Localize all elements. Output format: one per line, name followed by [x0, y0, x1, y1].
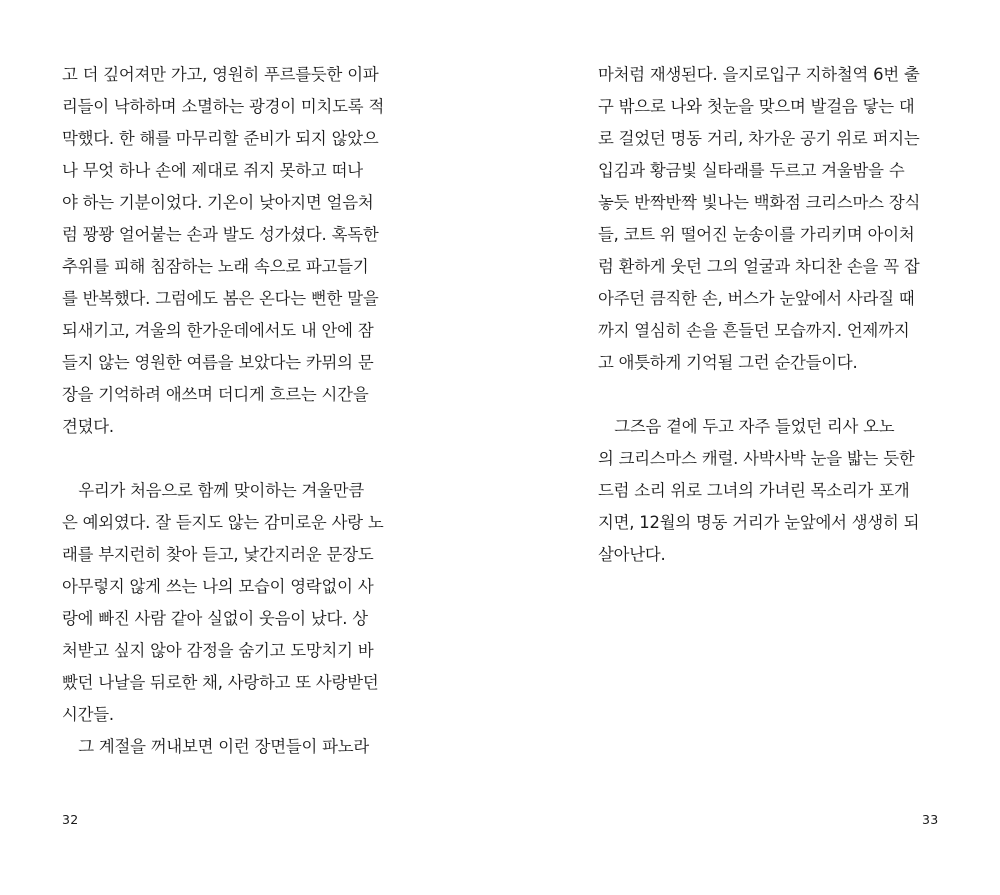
text-line: 럼 꽝꽝 얼어붙는 손과 발도 성가셨다. 혹독한 [62, 225, 379, 244]
page-number: 33 [922, 812, 939, 827]
right-page-text [598, 59, 944, 571]
text-line: 나 무엇 하나 손에 제대로 쥐지 못하고 떠나 [62, 161, 363, 180]
text-line: 되새기고, 겨울의 한가운데에서도 내 안에 잠 [62, 321, 374, 340]
text-line: 고 애틋하게 기억될 그런 순간들이다. [598, 353, 858, 372]
text-line: 럼 환하게 웃던 그의 얼굴과 차디찬 손을 꼭 잡 [598, 257, 920, 276]
left-page-text [62, 59, 408, 763]
text-line: 래를 부지런히 찾아 듣고, 낯간지러운 문장도 [62, 545, 374, 564]
paragraph-gap [62, 443, 408, 475]
right-page [500, 0, 1000, 895]
text-line: 그즈음 곁에 두고 자주 들었던 리사 오노 [598, 417, 895, 436]
text-line: 견뎠다. [62, 417, 114, 436]
page-number: 32 [62, 812, 79, 827]
text-line: 놓듯 반짝반짝 빛나는 백화점 크리스마스 장식 [598, 193, 921, 212]
text-line: 드럼 소리 위로 그녀의 가녀린 목소리가 포개 [598, 481, 910, 500]
text-line: 고 더 깊어져만 가고, 영원히 푸르를듯한 이파 [62, 65, 379, 84]
text-line: 빴던 나날을 뒤로한 채, 사랑하고 또 사랑받던 [62, 673, 379, 692]
text-line: 야 하는 기분이었다. 기온이 낮아지면 얼음처 [62, 193, 374, 212]
text-line: 아무렇지 않게 쓰는 나의 모습이 영락없이 사 [62, 577, 374, 596]
text-line: 리들이 낙하하며 소멸하는 광경이 미치도록 적 [62, 97, 385, 116]
text-line: 막했다. 한 해를 마무리할 준비가 되지 않았으 [62, 129, 379, 148]
text-line: 그 계절을 꺼내보면 이런 장면들이 파노라 [62, 737, 370, 756]
text-line: 추위를 피해 침잠하는 노래 속으로 파고들기 [62, 257, 369, 276]
text-line: 시간들. [62, 705, 114, 724]
text-line: 구 밖으로 나와 첫눈을 맞으며 발걸음 닿는 대 [598, 97, 915, 116]
text-line: 처받고 싶지 않아 감정을 숨기고 도망치기 바 [62, 641, 374, 660]
text-line: 지면, 12월의 명동 거리가 눈앞에서 생생히 되 [598, 513, 920, 532]
paragraph-gap [598, 379, 944, 411]
text-line: 마처럼 재생된다. 을지로입구 지하철역 6번 출 [598, 65, 920, 84]
text-line: 랑에 빠진 사람 같아 실없이 웃음이 났다. 상 [62, 609, 368, 628]
text-line: 장을 기억하려 애쓰며 더디게 흐르는 시간을 [62, 385, 369, 404]
text-line: 입김과 황금빛 실타래를 두르고 겨울밤을 수 [598, 161, 905, 180]
text-line: 까지 열심히 손을 흔들던 모습까지. 언제까지 [598, 321, 910, 340]
text-line: 살아난다. [598, 545, 666, 564]
text-line: 은 예외였다. 잘 듣지도 않는 감미로운 사랑 노 [62, 513, 384, 532]
text-line: 로 걸었던 명동 거리, 차가운 공기 위로 퍼지는 [598, 129, 920, 148]
text-line: 들지 않는 영원한 여름을 보았다는 카뮈의 문 [62, 353, 374, 372]
text-line: 아주던 큼직한 손, 버스가 눈앞에서 사라질 때 [598, 289, 915, 308]
text-line: 들, 코트 위 떨어진 눈송이를 가리키며 아이처 [598, 225, 915, 244]
text-line: 의 크리스마스 캐럴. 사박사박 눈을 밟는 듯한 [598, 449, 915, 468]
text-line: 우리가 처음으로 함께 맞이하는 겨울만큼 [62, 481, 364, 500]
text-line: 를 반복했다. 그럼에도 봄은 온다는 뻔한 말을 [62, 289, 379, 308]
